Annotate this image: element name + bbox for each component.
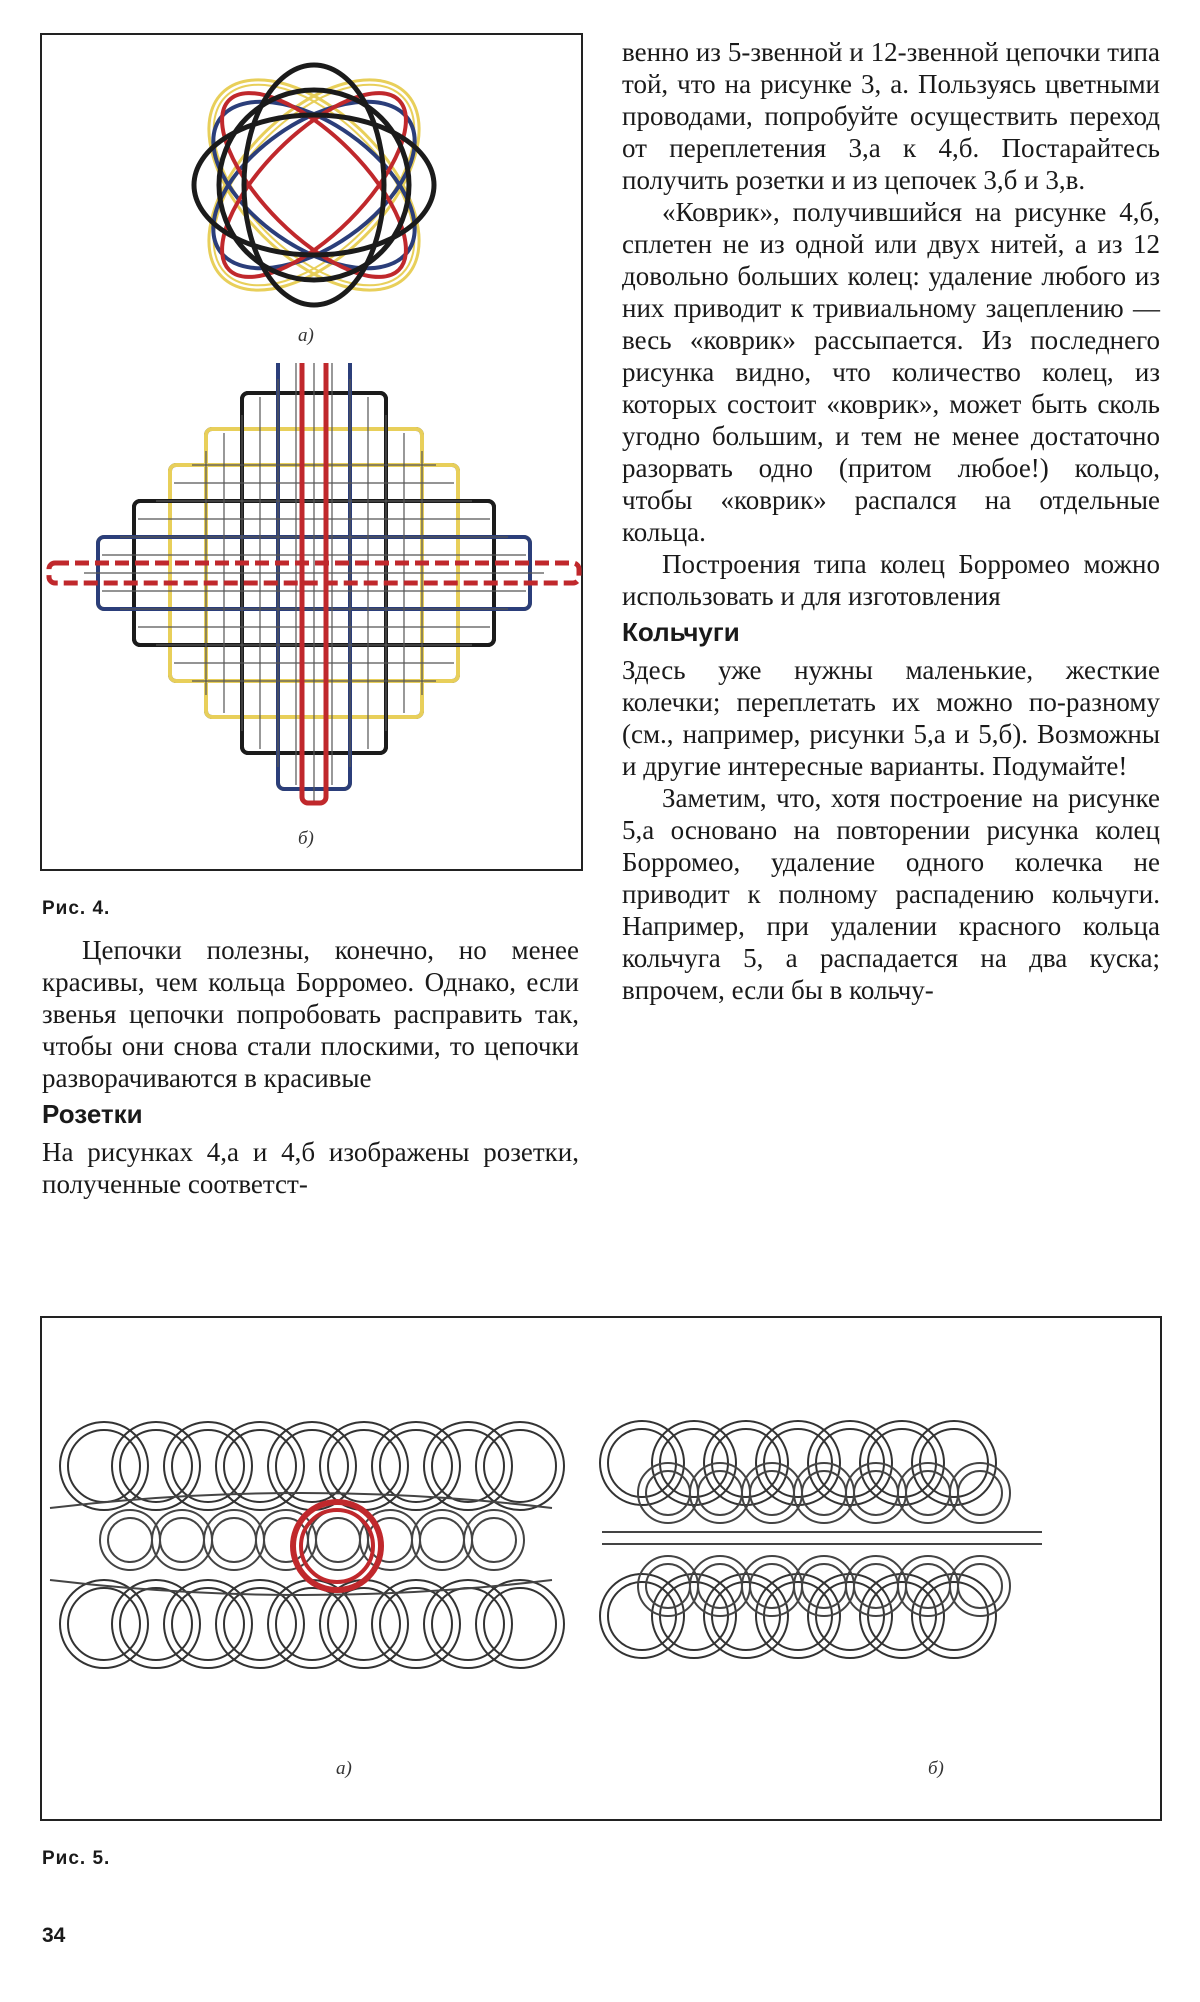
chainmail-ring bbox=[424, 1580, 512, 1668]
chainmail-ring bbox=[112, 1580, 200, 1668]
chainmail-ring bbox=[950, 1556, 1010, 1616]
chainmail-ring bbox=[476, 1580, 564, 1668]
chainmail-ring bbox=[60, 1422, 148, 1510]
figure-5-chainmail bbox=[42, 1318, 1160, 1738]
paragraph: Построения типа колец Борромео можно использовать и для изготовления bbox=[622, 549, 1160, 611]
right-text-column bbox=[622, 36, 1160, 1006]
chainmail-ring bbox=[268, 1422, 356, 1510]
figure-4b-rug bbox=[42, 363, 585, 823]
figure-4a-label: а) bbox=[298, 325, 314, 346]
section-heading-chainmail: Кольчуги bbox=[622, 617, 740, 647]
figure-4b-label: б) bbox=[298, 828, 314, 849]
paragraph: На рисунках 4,а и 4,б изображены розетки, полученные соответст- bbox=[42, 1137, 579, 1199]
left-text-column bbox=[42, 934, 579, 1200]
paragraph: Цепочки полезны, конечно, но менее красивы, чем кольца Борромео. Однако, если звенья цепочки попробовать расправить так, чтобы они снова стали плоскими, то цепочки разворачиваются в красивые bbox=[42, 935, 579, 1093]
rosette-loop bbox=[171, 42, 457, 325]
figure-4-caption: Рис. 4. bbox=[42, 898, 111, 919]
page-number: 34 bbox=[42, 1924, 66, 1947]
chainmail-ring bbox=[950, 1463, 1010, 1523]
chainmail-ring bbox=[476, 1422, 564, 1510]
paragraph: Заметим, что, хотя построение на рисунке 5,а основано на повторении рисунка колец Борромео, удаление одного колечка не приводит к полному распадению кольчуги. Например, при удалении красного кольца кольчуга 5, а распадается на два куска; впрочем, если бы в кольчу- bbox=[622, 783, 1160, 1005]
figure-5b-label: б) bbox=[928, 1758, 944, 1779]
paragraph: венно из 5-звенной и 12-звенной цепочки типа той, что на рисунке 3, а. Пользуясь цветными проводами, попробуйте осуществить переход от переплетения 3,а к 4,б. Постарайтесь получить розетки и из цепочек 3,б и 3,в. bbox=[622, 37, 1160, 195]
figure-5-caption: Рис. 5. bbox=[42, 1848, 111, 1869]
chainmail-ring bbox=[216, 1422, 304, 1510]
paragraph: Здесь уже нужны маленькие, жесткие колечки; переплетать их можно по-разному (см., например, рисунки 5,а и 5,б). Возможны и другие интересные варианты. Подумайте! bbox=[622, 655, 1160, 781]
figure-5a-label: а) bbox=[336, 1758, 352, 1779]
chainmail-ring bbox=[320, 1422, 408, 1510]
paragraph: «Коврик», получившийся на рисунке 4,б, сплетен не из одной или двух нитей, а из 12 довольно больших колец: удаление любого из них приводит к тривиальному зацеплению — весь «коврик» рассыпается. Из последнего рисунка видно, что количество колец, из которых состоит «коврик», может быть сколь угодно большим, и тем не менее достаточно разорвать одно (притом любое!) кольцо, чтобы «коврик» распался на отдельные кольца. bbox=[622, 197, 1160, 547]
rosette-loop bbox=[171, 42, 457, 325]
chainmail-ring bbox=[268, 1580, 356, 1668]
figure-5-frame bbox=[40, 1316, 1162, 1821]
chainmail-ring bbox=[60, 1580, 148, 1668]
figure-4-frame bbox=[40, 33, 583, 871]
figure-4a-rosette bbox=[42, 35, 585, 325]
section-heading-rosettes: Розетки bbox=[42, 1099, 143, 1129]
chainmail-ring bbox=[464, 1510, 524, 1570]
